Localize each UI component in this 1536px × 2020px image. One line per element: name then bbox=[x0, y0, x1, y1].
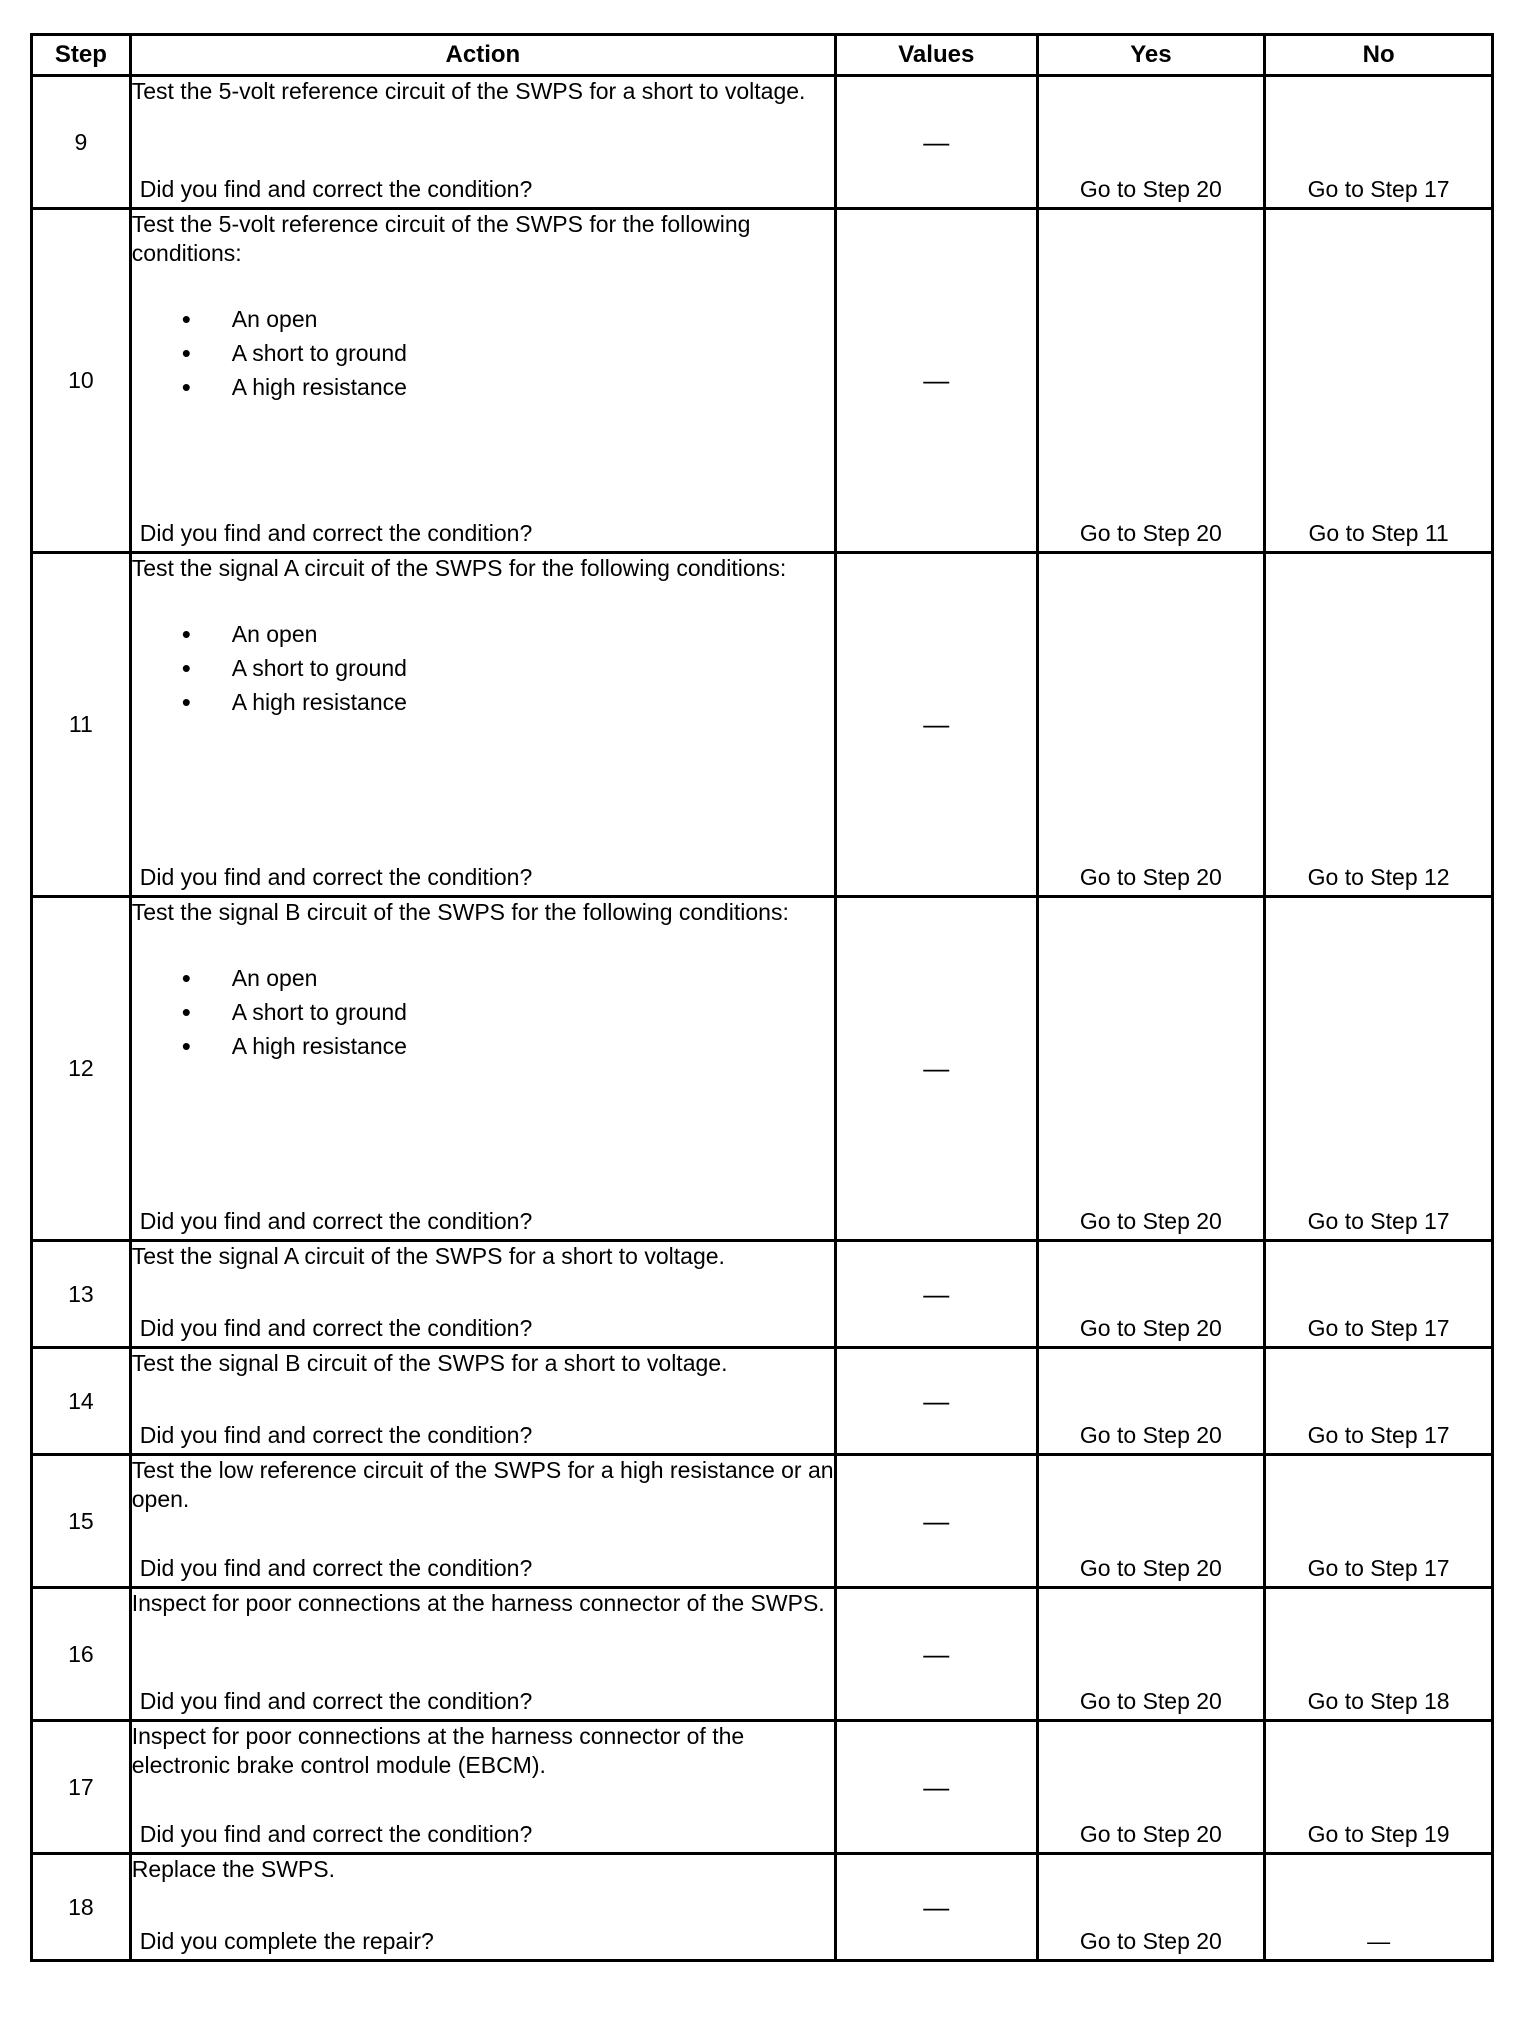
yes-cell bbox=[1037, 1854, 1265, 1961]
no-goto: Go to Step 17 bbox=[1307, 176, 1450, 202]
no-goto: Go to Step 11 bbox=[1308, 520, 1449, 546]
condition-item: • An open bbox=[182, 302, 834, 336]
yes-cell bbox=[1037, 1588, 1265, 1721]
question: Did you find and correct the condition? bbox=[139, 1208, 533, 1234]
instruction: Test the signal B circuit of the SWPS for the following conditions: bbox=[131, 899, 789, 925]
step-number: 14 bbox=[32, 1348, 131, 1455]
no-cell bbox=[1265, 1455, 1493, 1588]
no-cell bbox=[1265, 1588, 1493, 1721]
table-row bbox=[32, 1455, 1493, 1588]
no-goto: Go to Step 17 bbox=[1307, 1422, 1450, 1448]
action-cell bbox=[130, 76, 835, 209]
header-action: Action bbox=[130, 35, 835, 76]
condition-item: • A short to ground bbox=[182, 336, 834, 370]
yes-cell bbox=[1037, 1241, 1265, 1348]
yes-goto: Go to Step 20 bbox=[1079, 520, 1222, 546]
condition-item: • An open bbox=[182, 617, 834, 651]
table-row bbox=[32, 897, 1493, 1241]
no-goto: Go to Step 17 bbox=[1307, 1315, 1450, 1341]
header-row bbox=[32, 35, 1493, 76]
yes-goto: Go to Step 20 bbox=[1079, 1688, 1222, 1714]
table-row bbox=[32, 76, 1493, 209]
action-cell bbox=[130, 1854, 835, 1961]
header-values: Values bbox=[836, 35, 1038, 76]
value-cell: — bbox=[836, 553, 1038, 897]
table-row bbox=[32, 1241, 1493, 1348]
yes-cell bbox=[1037, 76, 1265, 209]
yes-goto: Go to Step 20 bbox=[1079, 1555, 1222, 1581]
diagnostic-table bbox=[30, 33, 1494, 1962]
condition-item: • A high resistance bbox=[182, 685, 834, 719]
action-cell bbox=[130, 553, 835, 897]
yes-cell bbox=[1037, 1348, 1265, 1455]
action-cell bbox=[130, 1455, 835, 1588]
step-number: 16 bbox=[32, 1588, 131, 1721]
question: Did you find and correct the condition? bbox=[139, 864, 533, 890]
no-goto: Go to Step 17 bbox=[1307, 1208, 1450, 1234]
step-number: 15 bbox=[32, 1455, 131, 1588]
instruction: Test the signal A circuit of the SWPS for a short to voltage. bbox=[131, 1243, 725, 1269]
yes-goto: Go to Step 20 bbox=[1079, 1422, 1222, 1448]
yes-goto: Go to Step 20 bbox=[1079, 1315, 1222, 1341]
table-row bbox=[32, 1854, 1493, 1961]
table-row bbox=[32, 1348, 1493, 1455]
question: Did you find and correct the condition? bbox=[139, 1821, 533, 1847]
condition-item: • A high resistance bbox=[182, 1029, 834, 1063]
value-cell: — bbox=[836, 1348, 1038, 1455]
value-cell: — bbox=[836, 1588, 1038, 1721]
value-cell: — bbox=[836, 1241, 1038, 1348]
value-cell: — bbox=[836, 1455, 1038, 1588]
no-cell bbox=[1265, 209, 1493, 553]
no-goto: Go to Step 12 bbox=[1307, 864, 1450, 890]
action-cell bbox=[130, 897, 835, 1241]
value-cell: — bbox=[836, 76, 1038, 209]
step-number: 9 bbox=[32, 76, 131, 209]
no-cell bbox=[1265, 553, 1493, 897]
question: Did you find and correct the condition? bbox=[139, 1688, 533, 1714]
table-row bbox=[32, 209, 1493, 553]
yes-cell bbox=[1037, 1455, 1265, 1588]
no-cell bbox=[1265, 1854, 1493, 1961]
no-goto: Go to Step 17 bbox=[1307, 1555, 1450, 1581]
step-number: 12 bbox=[32, 897, 131, 1241]
condition-list bbox=[132, 961, 834, 1063]
question: Did you find and correct the condition? bbox=[139, 1555, 533, 1581]
value-cell: — bbox=[836, 1854, 1038, 1961]
step-number: 13 bbox=[32, 1241, 131, 1348]
yes-cell bbox=[1037, 553, 1265, 897]
instruction: Test the signal B circuit of the SWPS for a short to voltage. bbox=[131, 1350, 728, 1376]
question: Did you find and correct the condition? bbox=[139, 1422, 533, 1448]
instruction: Inspect for poor connections at the harness connector of the electronic brake control module (EBCM). bbox=[131, 1723, 745, 1778]
action-cell bbox=[130, 1348, 835, 1455]
question: Did you find and correct the condition? bbox=[139, 176, 533, 202]
condition-item: • A short to ground bbox=[182, 995, 834, 1029]
value-cell: — bbox=[836, 897, 1038, 1241]
yes-cell bbox=[1037, 1721, 1265, 1854]
yes-goto: Go to Step 20 bbox=[1079, 1821, 1222, 1847]
condition-list bbox=[132, 617, 834, 719]
question: Did you find and correct the condition? bbox=[139, 520, 533, 546]
table-row bbox=[32, 1721, 1493, 1854]
no-cell bbox=[1265, 897, 1493, 1241]
table-row bbox=[32, 1588, 1493, 1721]
header-yes: Yes bbox=[1037, 35, 1265, 76]
instruction: Test the signal A circuit of the SWPS for the following conditions: bbox=[131, 555, 787, 581]
no-cell bbox=[1265, 1348, 1493, 1455]
no-goto: — bbox=[1367, 1928, 1391, 1954]
yes-goto: Go to Step 20 bbox=[1079, 176, 1222, 202]
no-cell bbox=[1265, 1241, 1493, 1348]
step-number: 10 bbox=[32, 209, 131, 553]
no-goto: Go to Step 19 bbox=[1307, 1821, 1450, 1847]
instruction: Test the 5-volt reference circuit of the SWPS for a short to voltage. bbox=[131, 78, 806, 104]
value-cell: — bbox=[836, 1721, 1038, 1854]
header-step: Step bbox=[32, 35, 131, 76]
yes-goto: Go to Step 20 bbox=[1079, 864, 1222, 890]
header-no: No bbox=[1265, 35, 1493, 76]
yes-cell bbox=[1037, 209, 1265, 553]
instruction: Test the 5-volt reference circuit of the SWPS for the following conditions: bbox=[131, 211, 751, 266]
value-cell: — bbox=[836, 209, 1038, 553]
instruction: Replace the SWPS. bbox=[131, 1856, 335, 1882]
condition-list bbox=[132, 302, 834, 404]
action-cell bbox=[130, 209, 835, 553]
step-number: 11 bbox=[32, 553, 131, 897]
no-cell bbox=[1265, 1721, 1493, 1854]
condition-item: • An open bbox=[182, 961, 834, 995]
instruction: Test the low reference circuit of the SWPS for a high resistance or an open. bbox=[131, 1457, 834, 1512]
condition-item: • A high resistance bbox=[182, 370, 834, 404]
yes-goto: Go to Step 20 bbox=[1079, 1928, 1222, 1954]
condition-item: • A short to ground bbox=[182, 651, 834, 685]
step-number: 17 bbox=[32, 1721, 131, 1854]
question: Did you complete the repair? bbox=[139, 1928, 434, 1954]
yes-cell bbox=[1037, 897, 1265, 1241]
instruction: Inspect for poor connections at the harness connector of the SWPS. bbox=[131, 1590, 825, 1616]
action-cell bbox=[130, 1721, 835, 1854]
step-number: 18 bbox=[32, 1854, 131, 1961]
table-row bbox=[32, 553, 1493, 897]
yes-goto: Go to Step 20 bbox=[1079, 1208, 1222, 1234]
no-cell bbox=[1265, 76, 1493, 209]
question: Did you find and correct the condition? bbox=[139, 1315, 533, 1341]
no-goto: Go to Step 18 bbox=[1307, 1688, 1450, 1714]
action-cell bbox=[130, 1588, 835, 1721]
action-cell bbox=[130, 1241, 835, 1348]
